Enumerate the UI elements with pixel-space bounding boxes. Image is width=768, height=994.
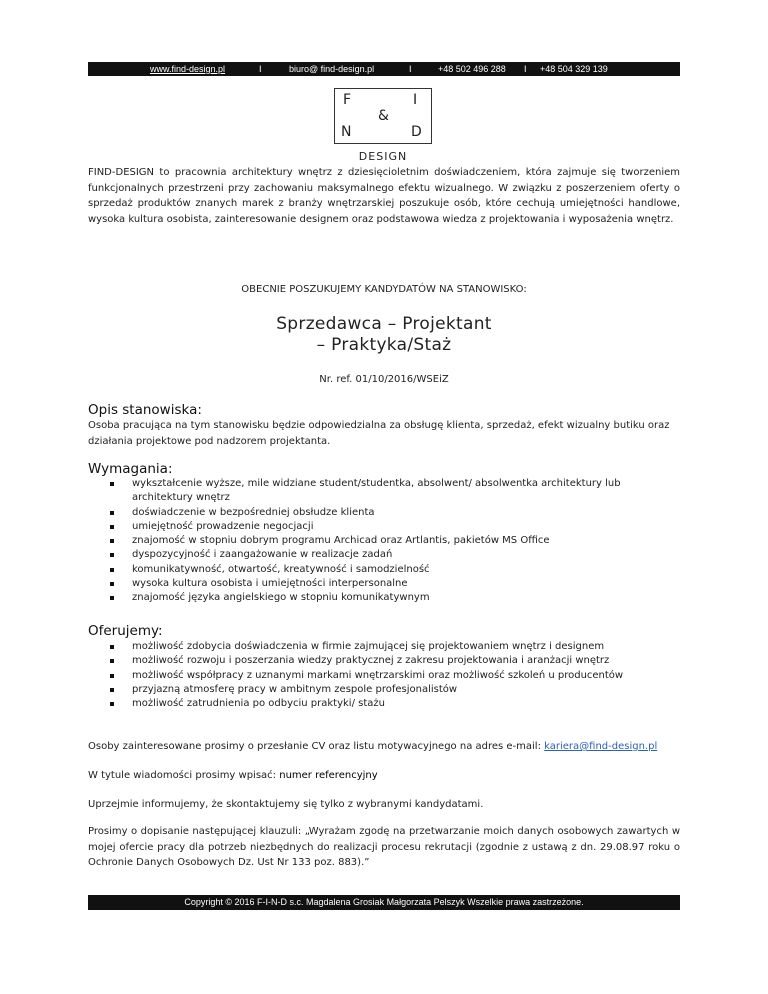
offer-list xyxy=(110,640,680,711)
list-item: znajomość w stopniu dobrym programu Archicad oraz Artlantis, pakietów MS Office xyxy=(110,534,680,548)
list-item: doświadczenie w bezpośredniej obsłudze klienta xyxy=(110,506,680,520)
requirements-heading: Wymagania: xyxy=(88,461,173,477)
intro-paragraph: FIND-DESIGN to pracownia architektury wnętrz z dziesięcioletnim doświadczeniem, która zajmuje się tworzeniem funkcjonalnych przestrzeni przy zachowaniu maksymalnego efektu wizualnego. W związku z poszerzeniem oferty o sprzedaż produktów znanych marek z branży wnętrzarskiej poszukuje osób, które cechują umiejętności handlowe, wysoka kultura osobista, zainteresowanie designem oraz podstawowa wiedza z projektowania i wyposażenia wnętrz. xyxy=(88,167,680,225)
phone-2: +48 504 329 139 xyxy=(540,64,608,74)
list-item: znajomość języka angielskiego w stopniu komunikatywnym xyxy=(110,591,680,605)
separator: I xyxy=(409,64,412,74)
seeking-label: OBECNIE POSZUKUJEMY KANDYDATÓW NA STANOWISKO: xyxy=(241,284,527,295)
list-item: możliwość zatrudnienia po odbyciu praktyki/ stażu xyxy=(110,697,680,711)
separator: I xyxy=(524,64,527,74)
logo-letter-d: D xyxy=(411,124,422,140)
apply-paragraph xyxy=(88,739,680,755)
list-item: przyjazną atmosferę pracy w ambitnym zespole profesjonalistów xyxy=(110,683,680,697)
logo-letter-n: N xyxy=(341,124,352,140)
notice-paragraph: Uprzejmie informujemy, że skontaktujemy się tylko z wybranymi kandydatami. xyxy=(88,799,484,810)
job-title-line-1: Sprzedawca – Projektant xyxy=(276,314,492,334)
subject-value: numer referencyjny xyxy=(279,770,378,781)
logo-subtitle: DESIGN xyxy=(358,150,408,163)
phone-1: +48 502 496 288 xyxy=(438,64,506,74)
list-item: wysoka kultura osobista i umiejętności interpersonalne xyxy=(110,577,680,591)
logo-letter-f: F xyxy=(343,92,352,108)
list-item: komunikatywność, otwartość, kreatywność i samodzielność xyxy=(110,563,680,577)
requirements-list xyxy=(110,477,680,606)
description-text: Osoba pracująca na tym stanowisku będzie odpowiedzialna za obsługę klienta, sprzedaż, efekt wizualny butiku oraz działania projektowe pod nadzorem projektanta. xyxy=(88,420,670,447)
website-link[interactable]: www.find-design.pl xyxy=(150,64,226,74)
careers-email-link[interactable]: kariera@find-design.pl xyxy=(544,741,658,752)
subject-text: W tytule wiadomości prosimy wpisać: xyxy=(88,770,280,781)
job-title xyxy=(88,314,680,356)
logo-ampersand: & xyxy=(378,108,389,124)
footer-copyright: Copyright © 2016 F-I-N-D s.c. Magdalena Grosiak Małgorzata Pelszyk Wszelkie prawa zastrzeżone. xyxy=(88,895,680,910)
list-item: możliwość rozwoju i poszerzania wiedzy praktycznej z zakresu projektowania i aranżacji wnętrz xyxy=(110,654,680,668)
apply-text: Osoby zainteresowane prosimy o przesłanie CV oraz listu motywacyjnego na adres e-mail: xyxy=(88,741,545,752)
header-contact-bar xyxy=(88,62,680,76)
list-item: wykształcenie wyższe, mile widziane student/studentka, absolwent/ absolwentka architektury lub architektury wnętrz xyxy=(110,477,680,506)
subject-paragraph xyxy=(88,768,680,784)
list-item: możliwość zdobycia doświadczenia w firmie zajmującej się projektowaniem wnętrz i designem xyxy=(110,640,680,654)
logo-letter-i: I xyxy=(413,92,418,108)
offer-heading: Oferujemy: xyxy=(88,623,163,639)
reference-number: Nr. ref. 01/10/2016/WSEiZ xyxy=(319,374,449,385)
gdpr-clause: Prosimy o dopisanie następującej klauzuli: „Wyrażam zgodę na przetwarzanie moich danych osobowych zawartych w mojej ofercie pracy dla potrzeb niezbędnych do realizacji procesu rekrutacji (zgodnie z ustawą z dn. 29.08.97 roku o Ochronie Danych Osobowych Dz. Ust Nr 133 poz. 883).” xyxy=(88,826,680,868)
description-heading: Opis stanowiska: xyxy=(88,402,202,418)
separator: I xyxy=(259,64,262,74)
list-item: dyspozycyjność i zaangażowanie w realizacje zadań xyxy=(110,548,680,562)
email-link[interactable]: biuro@ find-design.pl xyxy=(289,64,375,74)
find-design-logo xyxy=(334,88,432,144)
list-item: możliwość współpracy z uznanymi markami wnętrzarskimi oraz możliwość szkoleń u producentów xyxy=(110,669,680,683)
list-item: umiejętność prowadzenie negocjacji xyxy=(110,520,680,534)
job-title-line-2: – Praktyka/Staż xyxy=(316,335,452,355)
